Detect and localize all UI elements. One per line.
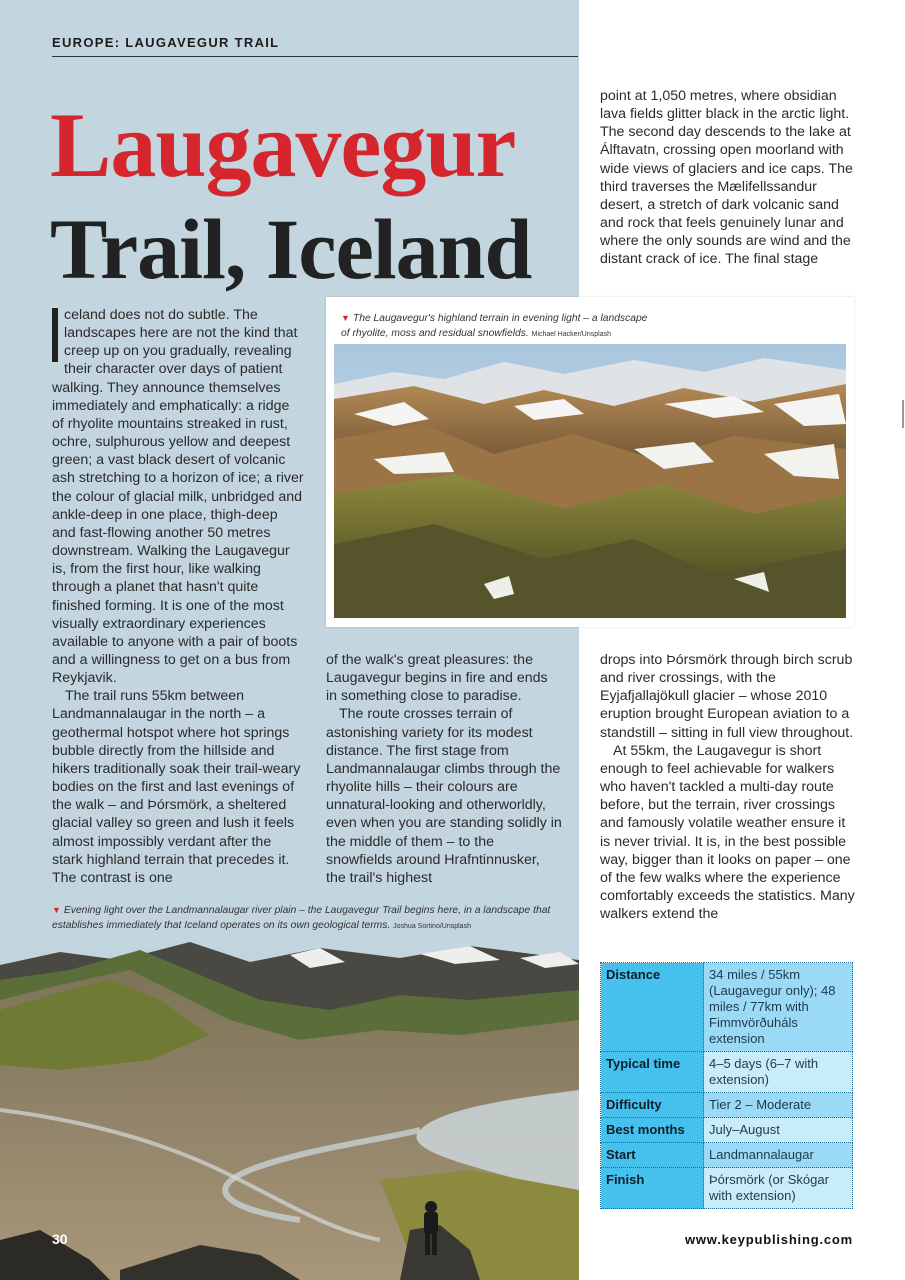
page-number: 30	[52, 1231, 68, 1247]
col1-paragraph-2: The trail runs 55km between Landmannalaugar in the north – a geothermal hotspot where hot springs bubble directly from the hillside and hikers traditionally soak their trail-weary bodies on the first and last evenings of the walk – and Þórsmörk, a sheltered glacial valley so green and lush it feels almost impossibly verdant after the stark highland terrain that precedes it. The contrast is one	[52, 688, 301, 886]
stats-label: Finish	[601, 1168, 704, 1209]
column-3	[600, 651, 856, 923]
stats-value: Landmannalaugar	[704, 1143, 853, 1168]
stats-label: Distance	[601, 963, 704, 1052]
page-edge-mark	[902, 400, 904, 428]
publisher-website: www.keypublishing.com	[684, 1232, 853, 1247]
section-rule	[52, 56, 578, 57]
col3-top-paragraph: point at 1,050 metres, where obsidian lava fields glitter black in the arctic light. The second day descends to the lake at Álftavatn, crossing open moorland with wide views of glaciers and ice caps. The third traverses the Mælifellssandur desert, a stretch of dark volcanic sand and rock that feels genuinely lunar and where the only sounds are wind and the distant crack of ice. The final stage	[600, 88, 853, 268]
stats-value: 4–5 days (6–7 with extension)	[704, 1052, 853, 1093]
highland-landscape-illustration	[334, 344, 846, 618]
column-2	[326, 651, 562, 887]
photo-river-plain-caption	[52, 903, 557, 934]
stats-row	[601, 963, 853, 1052]
article-title	[50, 94, 580, 298]
photo-highland-frame	[326, 297, 854, 627]
stats-value: Tier 2 – Moderate	[704, 1093, 853, 1118]
photo-river-plain-caption-text: Evening light over the Landmannalaugar river plain – the Laugavegur Trail begins here, in a landscape that establishes immediately that Iceland operates on its own geological terms.	[52, 905, 551, 931]
stats-label: Typical time	[601, 1052, 704, 1093]
caption-arrow-icon: ▼	[341, 313, 350, 323]
photo-river-plain	[0, 940, 579, 1280]
caption-arrow-icon: ▼	[52, 905, 61, 915]
stats-value: 34 miles / 55km (Laugavegur only); 48 miles / 77km with Fimmvörðuháls extension	[704, 963, 853, 1052]
stats-row	[601, 1093, 853, 1118]
title-line-2: Trail, Iceland	[50, 201, 532, 298]
stats-row	[601, 1118, 853, 1143]
stats-label: Start	[601, 1143, 704, 1168]
stats-value: July–August	[704, 1118, 853, 1143]
col3-paragraph-1: drops into Þórsmörk through birch scrub and river crossings, with the Eyjafjallajökull glacier – whose 2010 eruption brought European aviation to a standstill – sitting in full view throughout.	[600, 652, 854, 741]
stats-label: Difficulty	[601, 1093, 704, 1118]
col3-paragraph-2: At 55km, the Laugavegur is short enough to feel achievable for walkers who haven't tackled a multi-day route before, but the terrain, river crossings and famously volatile weather ensure it is never trivial. It is, in the best possible way, bigger than it looks on paper – one of the few walks where the experience comfortably exceeds the statistics. Many walkers extend the	[600, 742, 855, 923]
drop-cap-bar	[52, 308, 58, 362]
photo-highland-credit: Michael Hacker/Unsplash	[531, 331, 611, 338]
stats-row	[601, 1143, 853, 1168]
stats-value: Þórsmörk (or Skógar with extension)	[704, 1168, 853, 1209]
section-label: EUROPE: LAUGAVEGUR TRAIL	[52, 35, 280, 50]
stats-label: Best months	[601, 1118, 704, 1143]
stats-row	[601, 1168, 853, 1209]
stats-row	[601, 1052, 853, 1093]
col2-paragraph-1: of the walk's great pleasures: the Laugavegur begins in fire and ends in something close to paradise.	[326, 652, 548, 705]
column-3-top	[600, 87, 854, 269]
column-1	[52, 306, 304, 887]
river-plain-landscape-illustration	[0, 940, 579, 1280]
photo-highland-caption-text: The Laugavegur's highland terrain in evening light – a landscape of rhyolite, moss and residual snowfields.	[341, 313, 648, 339]
photo-highland-caption	[341, 311, 651, 342]
col1-paragraph-1: celand does not do subtle. The landscapes here are not the kind that creep up on you gradually, revealing their character over days of patient walking. They announce themselves immediately and emphatically: a ridge of rhyolite mountains streaked in rust, ochre, sulphurous yellow and deepest green; a vast black desert of volcanic ash stretching to a horizon of ice; a river the colour of glacial milk, unbridged and ankle-deep in one place, thigh-deep and fast-flowing another 50 metres downstream. Walking the Laugavegur is, from the first hour, like walking through a planet that hasn't quite finished forming. It is one of the most visually extraordinary experiences available to anyone with a pair of boots and a willingness to get on a bus from Reykjavik.	[52, 307, 304, 687]
trail-stats-table	[600, 962, 853, 1209]
title-line-1: Laugavegur	[50, 94, 516, 197]
photo-river-plain-credit: Joshua Sortino/Unsplash	[393, 923, 471, 930]
photo-highland-terrain	[334, 344, 846, 618]
col2-paragraph-2: The route crosses terrain of astonishing variety for its modest distance. The first stage from Landmannalaugar climbs through the rhyolite hills – their colours are unnatural-looking and otherworldly, even when you are standing solidly in the middle of them – to the snowfields around Hrafntinnusker, the trail's highest	[326, 706, 562, 886]
